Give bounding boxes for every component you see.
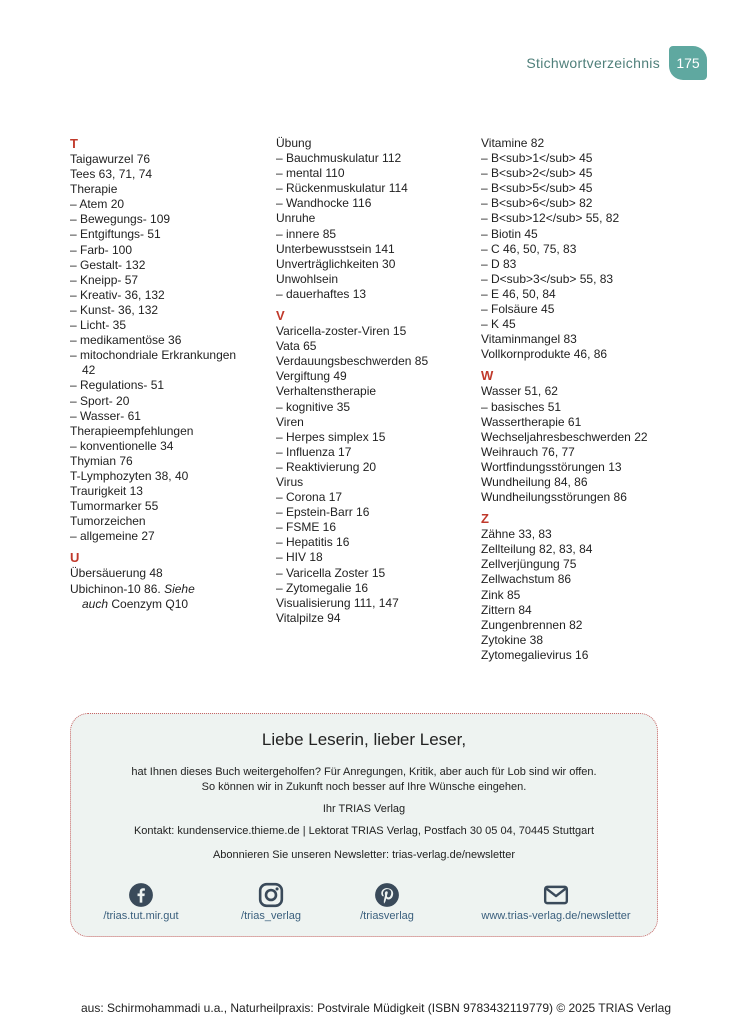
section-letter: V [276,308,285,324]
index-subentry: – Herpes simplex 15 [276,429,386,444]
index-entry: Unruhe [276,211,316,226]
index-subentry: – Reaktivierung 20 [276,459,377,474]
index-section-u [70,550,270,611]
index-subentry: – Gestalt- 132 [70,257,146,272]
index-entry: Vitaminmangel 83 [481,332,577,347]
index-entry: Zellwachstum 86 [481,572,572,587]
see-reference: Siehe [164,581,195,596]
instagram-icon [258,882,284,908]
index-subentry: – Wasser- 61 [70,408,141,423]
index-column-2 [276,136,476,632]
index-subentry: – C 46, 50, 75, 83 [481,241,577,256]
index-subentry: – Zytomegalie 16 [276,580,369,595]
index-entry: Weihrauch 76, 77 [481,444,575,459]
index-subentry: – Bewegungs- 109 [70,212,171,227]
page-number-badge: 175 [669,46,707,80]
index-section-t [70,136,270,544]
index-section-v [276,308,476,626]
index-subentry: – Varicella Zoster 15 [276,565,386,580]
index-entry: Unterbewusstsein 141 [276,241,395,256]
index-subentry: – Influenza 17 [276,444,352,459]
index-section-z [481,511,701,663]
reader-feedback-card [70,713,658,937]
index-section-v-continued [481,136,701,362]
entry-list [481,384,701,505]
index-subentry: – innere 85 [276,226,337,241]
card-newsletter[interactable]: Abonnieren Sie unseren Newsletter: trias-verlag.de/newsletter [212,849,516,861]
card-contact[interactable]: Kontakt: kundenservice.thieme.de | Lektorat TRIAS Verlag, Postfach 30 05 04, 70445 Stuttgart [133,825,595,837]
index-subentry: – B<sub>6</sub> 82 [481,196,593,211]
social-instagram[interactable] [231,882,311,922]
index-entry: Übersäuerung 48 [70,566,163,581]
social-label: /triasverlag [360,910,414,922]
index-subentry: – basisches 51 [481,399,562,414]
card-intro-line-1: hat Ihnen dieses Buch weitergeholfen? Für Anregungen, Kritik, aber auch für Lob sind wir offen. [131,766,597,778]
index-entry: Tumorzeichen [70,514,146,529]
index-entry: Verdauungsbeschwerden 85 [276,354,429,369]
entry-text: Ubichinon-10 86. [70,581,165,596]
pinterest-icon [374,882,400,908]
email-icon [543,882,569,908]
index-entry: Vitalpilze 94 [276,610,341,625]
index-subentry: – B<sub>5</sub> 45 [481,181,593,196]
index-entry: Virus [276,474,304,489]
index-entry: Wundheilung 84, 86 [481,474,588,489]
index-subentry: – FSME 16 [276,520,337,535]
index-entry: Zytomegalievirus 16 [481,647,589,662]
index-subentry: – HIV 18 [276,550,323,565]
index-entry: Visualisierung 111, 147 [276,595,399,610]
index-subentry: – D<sub>3</sub> 55, 83 [481,271,614,286]
index-entry: Viren [276,414,304,429]
index-subentry: – B<sub>1</sub> 45 [481,151,593,166]
index-entry: Vollkornprodukte 46, 86 [481,347,608,362]
entry-list [276,324,476,626]
index-entry: Zähne 33, 83 [481,527,552,542]
index-entry: Vata 65 [276,339,317,354]
entry-list [276,136,476,302]
social-pinterest[interactable] [349,882,425,922]
index-subentry: – Sport- 20 [70,393,130,408]
section-letter: Z [481,511,489,527]
index-subentry: – Licht- 35 [70,318,127,333]
index-entry: Wassertherapie 61 [481,414,582,429]
entry-list [481,136,701,362]
card-signature: Ihr TRIAS Verlag [322,803,406,815]
index-entry: Unwohlsein [276,271,339,286]
index-entry: Zink 85 [481,587,521,602]
index-entry-continuation: 42 [82,363,96,378]
header-title: Stichwortverzeichnis [526,55,660,71]
index-subentry: – K 45 [481,317,516,332]
index-subentry: – mental 110 [276,166,345,181]
entry-list [481,527,701,663]
social-newsletter[interactable] [466,882,646,922]
index-entry: Varicella-zoster-Viren 15 [276,324,407,339]
section-letter: U [70,550,80,566]
citation-footer: aus: Schirmohammadi u.a., Naturheilpraxis: Postvirale Müdigkeit (ISBN 9783432119779) © 2025 TRIAS Verlag [80,1001,672,1015]
index-subentry: – Atem 20 [70,197,125,212]
index-entry: Zittern 84 [481,602,532,617]
index-entry: Zungenbrennen 82 [481,617,583,632]
index-entry [70,582,270,597]
index-entry: Vergiftung 49 [276,369,347,384]
index-subentry: – Folsäure 45 [481,302,555,317]
index-entry: Wundheilungsstörungen 86 [481,490,627,505]
index-entry: Traurigkeit 13 [70,484,143,499]
index-subentry: – Entgiftungs- 51 [70,227,161,242]
entry-list [70,152,270,544]
facebook-icon [128,882,154,908]
index-subentry: – B<sub>2</sub> 45 [481,166,593,181]
index-subentry: – konventionelle 34 [70,438,174,453]
index-subentry: – D 83 [481,256,517,271]
index-entry-continuation [70,597,270,612]
index-subentry: – Kneipp- 57 [70,272,139,287]
index-entry: Zellverjüngung 75 [481,557,577,572]
index-entry: Zytokine 38 [481,632,544,647]
index-section-u-continued [276,136,476,302]
index-entry: Vitamine 82 [481,136,545,150]
index-subentry: – Bauchmuskulatur 112 [276,151,402,166]
index-entry: Wasser 51, 62 [481,384,558,399]
social-facebook[interactable] [97,882,185,922]
social-label: /trias.tut.mir.gut [103,910,179,922]
index-entry: Zellteilung 82, 83, 84 [481,542,593,557]
index-subentry: – Hepatitis 16 [276,535,350,550]
see-also-label: auch [82,596,109,611]
index-entry: Wechseljahresbeschwerden 22 [481,429,648,444]
social-label: /trias_verlag [241,910,301,922]
index-entry: Verhaltenstherapie [276,384,377,399]
index-entry: Thymian 76 [70,453,133,468]
index-entry: Tumormarker 55 [70,499,159,514]
card-intro-line-2: So können wir in Zukunft noch besser auf Ihre Wünsche eingehen. [201,781,527,793]
reference-target: Coenzym Q10 [108,596,189,611]
index-subentry: – Epstein-Barr 16 [276,505,370,520]
index-entry: Tees 63, 71, 74 [70,167,153,182]
index-entry: Taigawurzel 76 [70,152,151,166]
index-subentry: – kognitive 35 [276,399,351,414]
index-subentry: – Kreativ- 36, 132 [70,287,165,302]
section-letter: T [70,136,78,151]
index-subentry: – medikamentöse 36 [70,333,182,348]
index-section-w [481,368,701,505]
index-subentry: – Biotin 45 [481,226,538,241]
index-entry: T-Lymphozyten 38, 40 [70,468,189,483]
section-letter: W [481,368,494,384]
index-subentry: – Kunst- 36, 132 [70,302,159,317]
index-subentry: – B<sub>12</sub> 55, 82 [481,211,620,226]
index-column-1 [70,136,270,618]
index-column-3 [481,136,701,669]
index-entry: Übung [276,136,312,150]
index-entry: Therapieempfehlungen [70,423,194,438]
index-entry: Wortfindungsstörungen 13 [481,459,622,474]
index-entry: Therapie [70,182,118,197]
index-subentry: – Farb- 100 [70,242,133,257]
index-subentry: – Rückenmuskulatur 114 [276,181,408,196]
index-subentry: – Regulations- 51 [70,378,165,393]
index-subentry: – dauerhaftes 13 [276,286,367,301]
index-subentry: – Corona 17 [276,490,343,505]
index-entry: Unverträglichkeiten 30 [276,256,396,271]
card-title: Liebe Leserin, lieber Leser, [261,730,467,749]
index-subentry: – Wandhocke 116 [276,196,372,211]
social-label: www.trias-verlag.de/newsletter [481,910,631,922]
index-subentry: – E 46, 50, 84 [481,286,556,301]
index-subentry: – allgemeine 27 [70,529,155,544]
index-subentry: – mitochondriale Erkrankungen [70,348,237,363]
